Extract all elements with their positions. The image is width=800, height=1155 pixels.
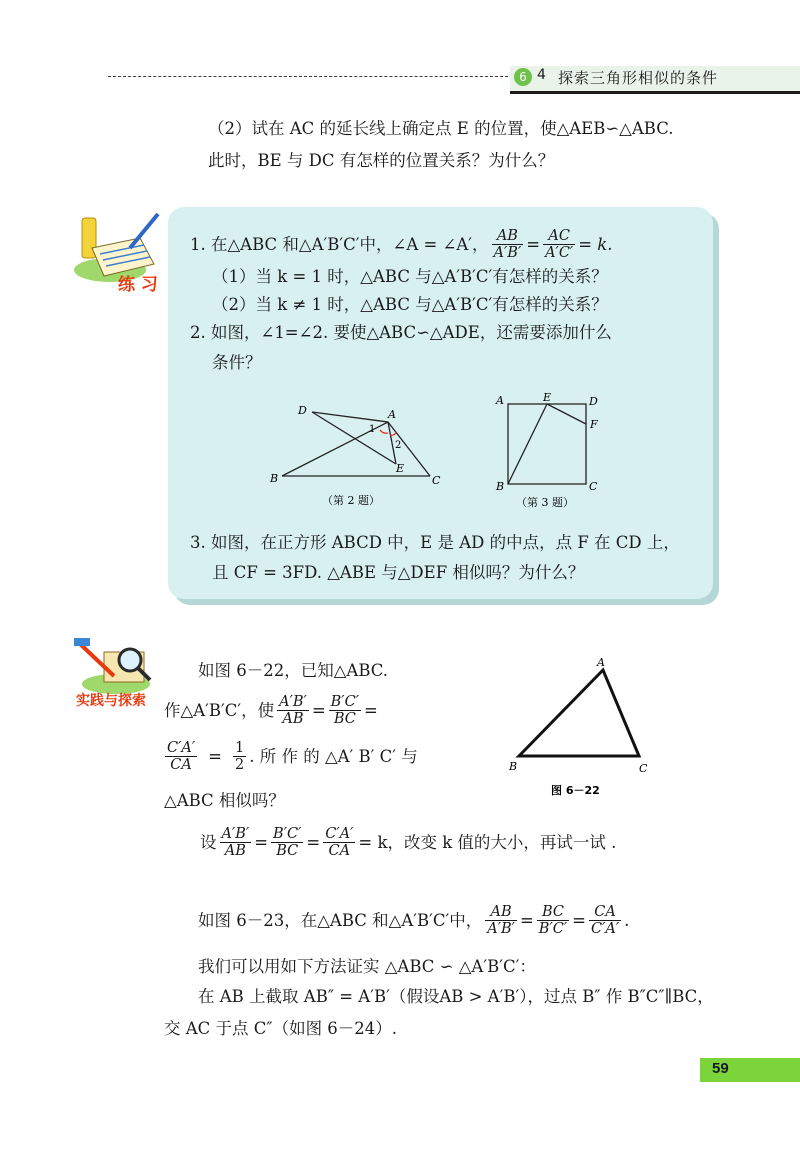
explore-p2-frac2: $\frac{B'C'}{BC}$ [330,694,359,727]
intro-line-1: （2）试在 AC 的延长线上确定点 E 的位置，使△AEB∽△ABC. [208,119,674,138]
fig2-label-e: E [396,462,405,475]
explore-p5-eq2: = [306,832,321,852]
chapter-badge: 6 [514,68,532,86]
explore-p1: 如图 6－22，已知△ABC. [198,661,389,680]
proof-l1-frac3: $\frac{CA}{C'A'}$ [590,904,620,937]
explore-p5-frac3: $\frac{C'A'}{CA}$ [325,826,354,859]
explore-p5-suffix: = k，改变 k 值的大小，再试一试 . [358,832,617,852]
fig22-caption: 图 6－22 [551,784,600,797]
exercise-q1 [190,228,613,261]
explore-p2-eq1: = [311,700,326,720]
explore-p3-suffix: . 所 作 的 △A′ B′ C′ 与 [249,746,418,766]
q1-fraction-ab: $\frac{AB}{A'B'}$ [493,228,522,261]
exercise-q1-sub2: （2）当 k ≠ 1 时，△ABC 与△A′B′C′有怎样的关系？ [212,295,608,314]
fig2-label-d: D [298,404,307,417]
exercise-q1-sub1: （1）当 k = 1 时，△ABC 与△A′B′C′有怎样的关系？ [212,267,608,286]
exercise-q3-line2: 且 CF = 3FD. △ABE 与△DEF 相似吗？为什么？ [212,563,585,582]
explore-p5-frac2: $\frac{B'C'}{BC}$ [273,826,302,859]
figure-6-22 [505,656,665,806]
proof-l1-frac2: $\frac{BC}{B'C'}$ [538,904,568,937]
proof-line1 [198,904,629,937]
exercise-q3-line1: 3. 如图，在正方形 ABCD 中，E 是 AD 的中点，点 F 在 CD 上， [190,533,680,552]
intro-line-2: 此时，BE 与 DC 有怎样的位置关系？为什么？ [208,151,555,170]
figure-q2 [262,400,452,512]
fig3-label-d: D [589,395,598,408]
q1-equals: = [526,234,541,254]
fig3-label-c: C [589,480,598,493]
explore-p3-frac2: $\frac{1}{2}$ [234,740,245,773]
fig2-label-a: A [388,408,396,421]
explore-p3-eq: = [208,746,222,766]
proof-line2: 我们可以用如下方法证实 △ABC ∽ △A′B′C′： [198,957,536,976]
proof-l1-prefix: 如图 6－23，在△ABC 和△A′B′C′中， [198,910,483,930]
fig22-label-b: B [509,760,518,773]
proof-l1-eq2: = [572,910,586,930]
explore-p5 [200,826,616,859]
fig22-label-c: C [639,762,648,775]
q1-fraction-ac: $\frac{AC}{A'C'}$ [545,228,574,261]
fig3-label-e: E [543,392,552,404]
fig22-label-a: A [597,656,605,669]
proof-l1-frac1: $\frac{AB}{A'B'}$ [487,904,515,937]
fig3-caption: （第 3 题） [516,496,574,509]
proof-l1-end: . [624,910,630,930]
section-title: 探索三角形相似的条件 [558,69,719,87]
explore-p5-eq1: = [254,832,269,852]
explore-p2-frac1: $\frac{A'B'}{AB}$ [279,694,307,727]
header-divider [108,76,508,77]
proof-line4: 交 AC 于点 C″（如图 6－24）. [164,1019,398,1038]
figure-q3 [492,392,612,514]
explore-p2 [164,694,378,727]
proof-l1-eq1: = [519,910,534,930]
explore-p3-frac1: $\frac{C'A'}{CA}$ [167,740,196,773]
explore-p2-prefix: 作△A′B′C′，使 [164,700,275,720]
explore-p4: △ABC 相似吗？ [164,791,285,810]
fig3-label-a: A [496,394,504,407]
fig2-caption: （第 2 题） [322,494,380,507]
exercise-label: 练 习 [118,275,158,295]
q1-prefix: 1. 在△ABC 和△A′B′C′中，∠A = ∠A′， [190,234,489,254]
fig3-label-f: F [590,418,598,431]
explore-p5-prefix: 设 [200,832,217,852]
fig2-label-1: 1 [369,424,376,435]
exercise-q2-line1: 2. 如图，∠1=∠2. 要使△ABC∽△ADE，还需要添加什么 [190,323,612,342]
fig2-label-b: B [270,472,279,485]
fig2-label-2: 2 [395,440,402,451]
proof-line3: 在 AB 上截取 AB″ = A′B′（假设AB > A′B′），过点 B″ 作 B″C″∥BC， [198,987,714,1006]
page-number-tab [700,1058,800,1082]
exercise-q2-line2: 条件？ [212,353,262,372]
explore-p5-frac1: $\frac{A'B'}{AB}$ [221,826,250,859]
explore-p3 [162,740,418,773]
q1-equals-k: = k. [578,234,613,254]
explore-p2-eq2: = [364,700,378,720]
fig2-label-c: C [432,474,441,487]
page-number: 59 [712,1060,729,1077]
fig3-label-b: B [496,480,505,493]
section-number: 4 [537,67,546,83]
explore-label: 实践与探索 [76,693,146,709]
